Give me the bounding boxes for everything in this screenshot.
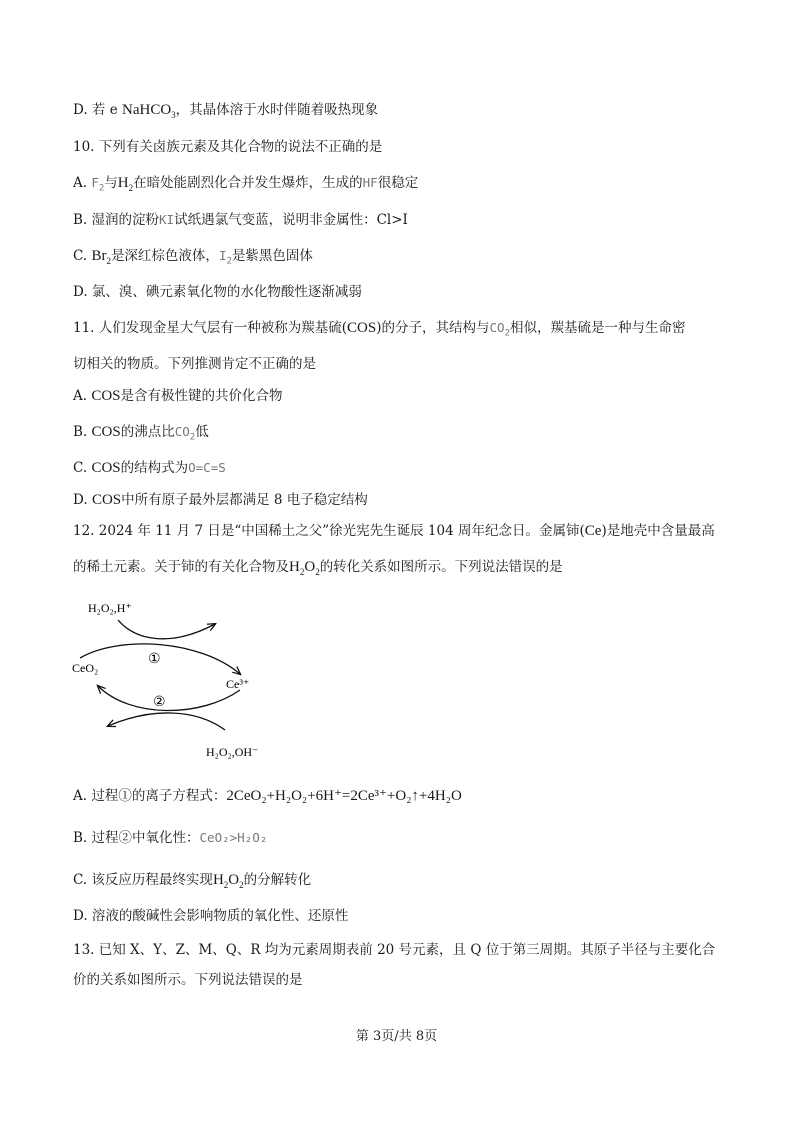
step1-label: ① [148, 652, 161, 667]
q13-stem-line1: 13. 已知 X、Y、Z、M、Q、R 均为元素周期表前 20 号元素，且 Q 位于第三周期。其原子半径与主要化合 [73, 942, 716, 958]
q10-option-b: B. 湿润的淀粉KI试纸遇氯气变蓝，说明非金属性：Cl>I [73, 212, 408, 228]
page-footer: 第 3页/共 8页 [355, 1029, 438, 1044]
right-species-label: Ce³⁺ [226, 677, 250, 691]
q13-stem-line2: 价的关系如图所示。下列说法错误的是 [73, 972, 303, 988]
q10-option-d: D. 氯、溴、碘元素氧化物的水化物酸性逐渐减弱 [73, 284, 362, 300]
bottom-reagent-arrow [108, 713, 225, 730]
top-reagent-label: H₂O₂,H⁺ [88, 601, 132, 615]
q12-option-b: B. 过程②中氧化性：CeO₂>H₂O₂ [73, 830, 268, 846]
step2-arrow [98, 686, 240, 711]
q10-option-c: C. $Br_2$是深红棕色液体，$I_2$是紫黑色固体 [73, 248, 313, 267]
step2-label: ② [153, 695, 166, 710]
q12-option-d: D. 溶液的酸碱性会影响物质的氧化性、还原性 [73, 908, 349, 924]
q11-option-b: B. COS的沸点比$CO_2$低 [73, 424, 209, 443]
q12-option-a: A. 过程①的离子方程式：2CeO₂+H₂O₂+6H⁺=2Ce³⁺+O₂↑+4H₂O [73, 788, 462, 804]
q12-option-c: C. 该反应历程最终实现$H_2O_2$的分解转化 [73, 872, 312, 890]
q9-option-d: D. 若 e NaHCO$_3$，其晶体溶于水时伴随着吸热现象 [73, 102, 379, 120]
q10-stem: 10. 下列有关卤族元素及其化合物的说法不正确的是 [73, 139, 383, 155]
q11-option-c: C. COS的结构式为O=C=S [73, 460, 226, 476]
q11-option-a: A. COS是含有极性键的共价化合物 [73, 388, 283, 404]
q11-stem-line2: 切相关的物质。下列推测肯定不正确的是 [73, 356, 316, 372]
left-species-label: CeO₂ [72, 661, 99, 675]
top-reagent-arrow [118, 620, 215, 639]
q12-stem-line1: 12. 2024 年 11 月 7 日是“中国稀土之父”徐光宪先生诞辰 104 周年纪念日。金属铈(Ce)是地壳中含量最高 [73, 523, 715, 539]
q12-stem-line2: 的稀土元素。关于铈的有关化合物及$H_2O_2$的转化关系如图所示。下列说法错误的是 [73, 559, 563, 577]
q11-stem-line1: 11. 人们发现金星大气层有一种被称为羰基硫(COS)的分子，其结构与$CO_2$相似，羰基硫是一种与生命密 [73, 320, 686, 339]
q11-option-d: D. COS中所有原子最外层都满足 8 电子稳定结构 [73, 492, 368, 508]
q10-option-a: A. $F_2$与$H_2$在暗处能剧烈化合并发生爆炸，生成的HF很稳定 [73, 175, 419, 194]
cerium-cycle-diagram [60, 590, 290, 765]
bottom-reagent-label: H₂O₂,OH⁻ [206, 745, 259, 759]
